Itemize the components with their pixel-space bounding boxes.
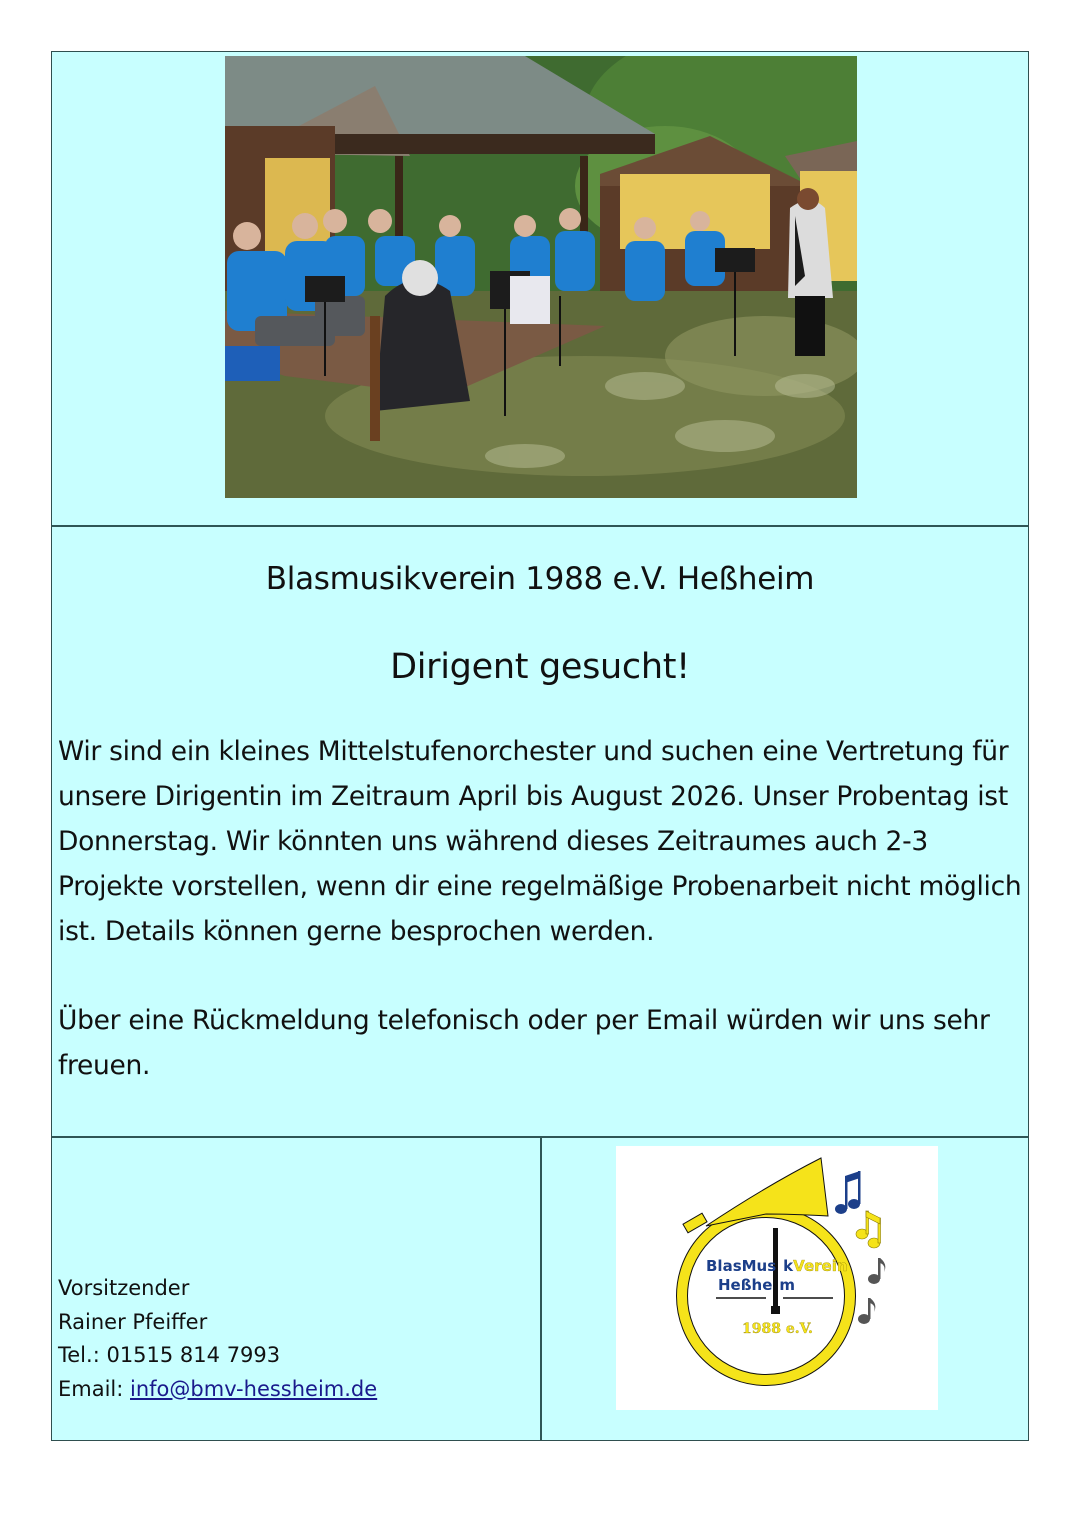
phone-number: 01515 814 7993	[106, 1343, 281, 1367]
email-link[interactable]: info@bmv-hessheim.de	[130, 1376, 378, 1401]
email-label: Email:	[58, 1376, 131, 1401]
headline: Dirigent gesucht!	[390, 647, 690, 687]
org-title: Blasmusikverein 1988 e.V. Heßheim	[265, 561, 815, 597]
contact-block	[58, 1272, 377, 1406]
contact-role: Vorsitzender	[58, 1276, 190, 1300]
club-logo	[616, 1146, 938, 1410]
contact-phone-line	[58, 1339, 377, 1373]
paragraph-feedback: Über eine Rückmeldung telefonisch oder per Email würden wir uns sehr freuen.	[58, 1005, 990, 1081]
logo-text-line1: BlasMus kVerein	[706, 1257, 848, 1275]
music-notes-icon	[835, 1171, 885, 1324]
footer-row	[52, 1138, 1028, 1440]
logo-text-line2: Heßhe m	[718, 1276, 796, 1294]
photo-row	[52, 52, 1028, 527]
announcement-row	[52, 527, 1028, 1138]
paragraph-details: Wir sind ein kleines Mittelstufenorchester und suchen eine Vertretung für unsere Dirigentin im Zeitraum April bis August 2026. Unser Probentag ist Donnerstag. Wir könnten uns während dieses Zeitraumes auch 2-3 Projekte vorstellen, wenn dir eine regelmäßige Probenarbeit nicht möglich ist. Details können gerne besprochen werden.	[58, 736, 1022, 947]
contact-email-line	[58, 1373, 377, 1407]
contact-cell	[52, 1138, 542, 1440]
logo-year: 1988 e.V.	[742, 1321, 813, 1337]
logo-cell	[542, 1138, 1030, 1440]
phone-label: Tel.:	[58, 1343, 107, 1367]
orchestra-photo	[225, 56, 857, 498]
contact-name: Rainer Pfeiffer	[58, 1309, 208, 1334]
flyer-sheet	[51, 51, 1029, 1441]
announcement-body	[58, 729, 1024, 1088]
